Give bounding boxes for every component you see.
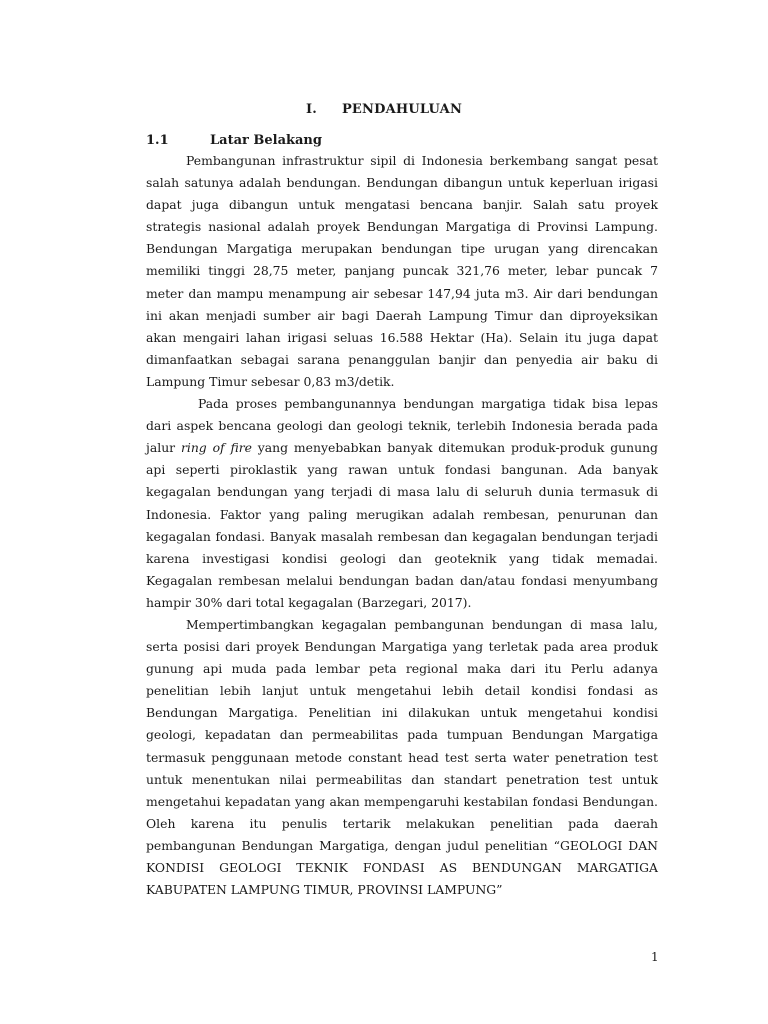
body-text: [146, 150, 658, 901]
section-number: 1.1: [146, 133, 169, 148]
section-heading: [146, 133, 322, 148]
paragraph-3: Mempertimbangkan kegagalan pembangunan bendungan di masa lalu, serta posisi dari proyek Bendungan Margatiga yang terletak pada area produk gunung api muda pada lembar peta regional maka dari itu Perlu adanya penelitian lebih lanjut untuk mengetahui lebih detail kondisi fondasi as Bendungan Margatiga. Penelitian ini dilakukan untuk mengetahui kondisi geologi, kepadatan dan permeabilitas pada tumpuan Bendungan Margatiga termasuk penggunaan metode constant head test serta water penetration test untuk menentukan nilai permeabilitas dan standart penetration test untuk mengetahui kepadatan yang akan mempengaruhi kestabilan fondasi Bendungan. Oleh karena itu penulis tertarik melakukan penelitian pada daerah pembangunan Bendungan Margatiga, dengan judul penelitian “GEOLOGI DAN KONDISI GEOLOGI TEKNIK FONDASI AS BENDUNGAN MARGATIGA KABUPATEN LAMPUNG TIMUR, PROVINSI LAMPUNG”: [146, 616, 658, 898]
paragraph-2-text-before: Pada proses pembangunannya bendungan margatiga tidak bisa lepas dari aspek bencana geologi dan geologi teknik, terlebih Indonesia berada pada jalur: [146, 396, 658, 456]
paragraph-1: Pembangunan infrastruktur sipil di Indonesia berkembang sangat pesat salah satunya adalah bendungan. Bendungan dibangun untuk keperluan irigasi dapat juga dibangun untuk mengatasi bencana banjir. Salah satu proyek strategis nasional adalah proyek Bendungan Margatiga di Provinsi Lampung. Bendungan Margatiga merupakan bendungan tipe urugan yang direncakan memiliki tinggi 28,75 meter, panjang puncak 321,76 meter, lebar puncak 7 meter dan mampu menampung air sebesar 147,94 juta m3. Air dari bendungan ini akan menjadi sumber air bagi Daerah Lampung Timur dan diproyeksikan akan mengairi lahan irigasi seluas 16.588 Hektar (Ha). Selain itu juga dapat dimanfaatkan sebagai sarana penanggulan banjir dan penyedia air baku di Lampung Timur sebesar 0,83 m3/detik.: [146, 153, 658, 389]
chapter-title: [0, 102, 768, 117]
paragraph-2-italic-term: ring of fire: [180, 440, 252, 456]
page-number: 1: [651, 950, 659, 964]
paragraph-2: [146, 393, 658, 614]
paragraph-2-text-after: yang menyebabkan banyak ditemukan produk-produk gunung api seperti piroklastik yang rawan untuk fondasi bangunan. Ada banyak kegagalan bendungan yang terjadi di masa lalu di seluruh dunia termasuk di Indonesia. Faktor yang paling merugikan adalah rembesan, penurunan dan kegagalan fondasi. Banyak masalah rembesan dan kegagalan bendungan terjadi karena investigasi kondisi geologi dan geoteknik yang tidak memadai. Kegagalan rembesan melalui bendungan badan dan/atau fondasi menyumbang hampir 30% dari total kegagalan (Barzegari, 2017).: [146, 440, 658, 610]
chapter-title-text: PENDAHULUAN: [341, 102, 463, 117]
section-title: Latar Belakang: [210, 133, 322, 148]
chapter-number: I.: [305, 102, 317, 117]
